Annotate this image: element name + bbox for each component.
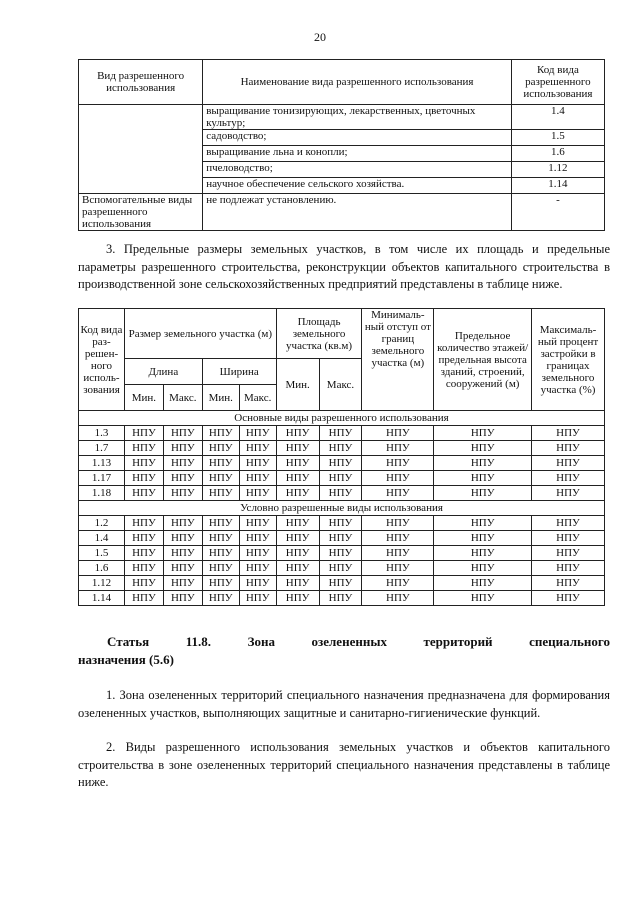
npu-cell: НПУ (239, 576, 276, 591)
npu-cell: НПУ (276, 561, 319, 576)
npu-cell: НПУ (319, 531, 362, 546)
table-row (79, 441, 605, 456)
npu-cell: НПУ (319, 591, 362, 606)
npu-cell: НПУ (276, 426, 319, 441)
npu-cell: НПУ (163, 516, 202, 531)
npu-cell: НПУ (362, 471, 434, 486)
row-code: 1.13 (79, 456, 125, 471)
paragraph-3 (78, 241, 610, 294)
header-width-min: Мин. (202, 385, 239, 411)
paragraph-2-text: 2. Виды разрешенного использования земельных участков и объектов капитального строительства в зоне озелененных территорий специального назначения представлены в таблице ниже. (78, 740, 610, 789)
npu-cell: НПУ (362, 576, 434, 591)
table-row (79, 105, 605, 130)
npu-cell: НПУ (239, 441, 276, 456)
npu-cell: НПУ (319, 426, 362, 441)
npu-cell: НПУ (532, 516, 605, 531)
npu-cell: НПУ (532, 561, 605, 576)
header-use-name: Наименование вида разрешенного использования (203, 60, 512, 105)
npu-cell: НПУ (532, 456, 605, 471)
page-number: 20 (314, 30, 326, 44)
npu-cell: НПУ (276, 516, 319, 531)
npu-cell: НПУ (276, 591, 319, 606)
section-conditional-title: Условно разрешенные виды использования (79, 501, 605, 516)
npu-cell: НПУ (202, 426, 239, 441)
table-row (79, 546, 605, 561)
npu-cell: НПУ (362, 516, 434, 531)
header-code: Код вида раз- решен- ного исполь- зования (79, 309, 125, 411)
npu-cell: НПУ (276, 576, 319, 591)
table-row (79, 531, 605, 546)
npu-cell: НПУ (532, 486, 605, 501)
table-row (79, 576, 605, 591)
npu-cell: НПУ (276, 441, 319, 456)
npu-cell: НПУ (239, 426, 276, 441)
npu-cell: НПУ (202, 591, 239, 606)
row-code: 1.18 (79, 486, 125, 501)
table-row (79, 456, 605, 471)
npu-cell: НПУ (362, 591, 434, 606)
article-word: специального (529, 634, 610, 649)
row-code: 1.12 (79, 576, 125, 591)
npu-cell: НПУ (202, 531, 239, 546)
header-use-kind: Вид разрешенного использования (79, 60, 203, 105)
conditional-uses-body (79, 501, 605, 606)
npu-cell: НПУ (124, 456, 163, 471)
header-max-floors: Предельное количество этажей/ предельная высота зданий, строений, сооружений (м) (434, 309, 532, 411)
npu-cell: НПУ (202, 486, 239, 501)
use-name: садоводство; (203, 130, 512, 146)
npu-cell: НПУ (362, 426, 434, 441)
npu-cell: НПУ (434, 486, 532, 501)
header-max-build: Максималь- ный процент застройки в границах земельного участка (%) (532, 309, 605, 411)
article-heading-line2: назначения (5.6) (78, 652, 174, 667)
npu-cell: НПУ (239, 561, 276, 576)
npu-cell: НПУ (362, 531, 434, 546)
article-heading (78, 633, 610, 669)
npu-cell: НПУ (202, 546, 239, 561)
header-area-max: Макс. (319, 359, 362, 411)
npu-cell: НПУ (319, 471, 362, 486)
npu-cell: НПУ (124, 471, 163, 486)
article-word: озелененных (311, 634, 387, 649)
npu-cell: НПУ (276, 486, 319, 501)
row-code: 1.17 (79, 471, 125, 486)
header-length-max: Макс. (163, 385, 202, 411)
row-code: 1.14 (79, 591, 125, 606)
npu-cell: НПУ (239, 516, 276, 531)
article-word: Зона (247, 634, 275, 649)
table-row (79, 471, 605, 486)
permitted-uses-table (78, 59, 605, 231)
table-row-auxiliary (79, 194, 605, 231)
npu-cell: НПУ (434, 426, 532, 441)
npu-cell: НПУ (163, 531, 202, 546)
npu-cell: НПУ (434, 531, 532, 546)
npu-cell: НПУ (124, 561, 163, 576)
npu-cell: НПУ (124, 441, 163, 456)
npu-cell: НПУ (276, 471, 319, 486)
npu-cell: НПУ (163, 471, 202, 486)
npu-cell: НПУ (239, 486, 276, 501)
npu-cell: НПУ (202, 516, 239, 531)
table-row (79, 591, 605, 606)
npu-cell: НПУ (239, 471, 276, 486)
header-use-code: Код вида разрешенного использования (511, 60, 604, 105)
npu-cell: НПУ (163, 441, 202, 456)
use-name: пчеловодство; (203, 162, 512, 178)
npu-cell: НПУ (532, 441, 605, 456)
row-code: 1.6 (79, 561, 125, 576)
table-row (79, 486, 605, 501)
npu-cell: НПУ (434, 591, 532, 606)
npu-cell: НПУ (319, 576, 362, 591)
npu-cell: НПУ (434, 441, 532, 456)
npu-cell: НПУ (202, 441, 239, 456)
npu-cell: НПУ (202, 561, 239, 576)
npu-cell: НПУ (276, 456, 319, 471)
npu-cell: НПУ (163, 546, 202, 561)
npu-cell: НПУ (124, 516, 163, 531)
header-length: Длина (124, 359, 202, 385)
use-code: 1.12 (511, 162, 604, 178)
header-width: Ширина (202, 359, 276, 385)
aux-name: не подлежат установлению. (203, 194, 512, 231)
npu-cell: НПУ (434, 516, 532, 531)
row-code: 1.5 (79, 546, 125, 561)
table-row (79, 561, 605, 576)
paragraph-3-text: 3. Предельные размеры земельных участков, в том числе их площадь и предельные параметры разрешенного строительства, реконструкции объектов капитального строительства в производственной зоне сельскохозяйственных предприятий представлены в таблице ниже. (78, 242, 610, 291)
row-code: 1.2 (79, 516, 125, 531)
npu-cell: НПУ (124, 486, 163, 501)
npu-cell: НПУ (276, 531, 319, 546)
npu-cell: НПУ (362, 456, 434, 471)
aux-code: - (511, 194, 604, 231)
npu-cell: НПУ (319, 546, 362, 561)
npu-cell: НПУ (319, 456, 362, 471)
table-row (79, 516, 605, 531)
use-code: 1.14 (511, 178, 604, 194)
npu-cell: НПУ (532, 546, 605, 561)
npu-cell: НПУ (532, 576, 605, 591)
npu-cell: НПУ (434, 456, 532, 471)
npu-cell: НПУ (239, 531, 276, 546)
header-size: Размер земельного участка (м) (124, 309, 276, 359)
npu-cell: НПУ (124, 591, 163, 606)
row-code: 1.7 (79, 441, 125, 456)
use-code: 1.6 (511, 146, 604, 162)
npu-cell: НПУ (202, 456, 239, 471)
npu-cell: НПУ (124, 426, 163, 441)
npu-cell: НПУ (532, 471, 605, 486)
use-code: 1.5 (511, 130, 604, 146)
npu-cell: НПУ (362, 561, 434, 576)
main-uses-body (79, 411, 605, 501)
paragraph-2 (78, 739, 610, 792)
article-word: Статья (107, 634, 150, 649)
empty-cell (79, 105, 203, 194)
npu-cell: НПУ (319, 486, 362, 501)
article-word: территорий (423, 634, 493, 649)
npu-cell: НПУ (434, 546, 532, 561)
npu-cell: НПУ (124, 531, 163, 546)
npu-cell: НПУ (202, 471, 239, 486)
npu-cell: НПУ (434, 576, 532, 591)
npu-cell: НПУ (319, 561, 362, 576)
row-code: 1.4 (79, 531, 125, 546)
article-word: 11.8. (185, 634, 212, 649)
npu-cell: НПУ (276, 546, 319, 561)
npu-cell: НПУ (163, 591, 202, 606)
npu-cell: НПУ (319, 516, 362, 531)
article-heading-line1 (107, 633, 610, 651)
npu-cell: НПУ (239, 456, 276, 471)
npu-cell: НПУ (239, 546, 276, 561)
use-name: выращивание льна и конопли; (203, 146, 512, 162)
npu-cell: НПУ (239, 591, 276, 606)
npu-cell: НПУ (362, 441, 434, 456)
header-area: Площадь земельного участка (кв.м) (276, 309, 362, 359)
row-code: 1.3 (79, 426, 125, 441)
npu-cell: НПУ (163, 561, 202, 576)
section-main-title: Основные виды разрешенного использования (79, 411, 605, 426)
npu-cell: НПУ (362, 546, 434, 561)
aux-kind: Вспомогательные виды разрешенного использования (79, 194, 203, 231)
header-area-min: Мин. (276, 359, 319, 411)
header-length-min: Мин. (124, 385, 163, 411)
npu-cell: НПУ (434, 561, 532, 576)
npu-cell: НПУ (202, 576, 239, 591)
use-code: 1.4 (511, 105, 604, 130)
npu-cell: НПУ (163, 426, 202, 441)
npu-cell: НПУ (163, 486, 202, 501)
paragraph-1-text: 1. Зона озелененных территорий специального назначения предназначена для формирования озелененных участков, выполняющих защитные и санитарно-гигиенические функций. (78, 688, 610, 720)
header-width-max: Макс. (239, 385, 276, 411)
npu-cell: НПУ (319, 441, 362, 456)
npu-cell: НПУ (532, 426, 605, 441)
table-row (79, 426, 605, 441)
npu-cell: НПУ (434, 471, 532, 486)
npu-cell: НПУ (124, 546, 163, 561)
use-name: научное обеспечение сельского хозяйства. (203, 178, 512, 194)
use-name: выращивание тонизирующих, лекарственных, цветочных культур; (203, 105, 512, 130)
npu-cell: НПУ (124, 576, 163, 591)
header-min-setback: Минималь- ный отступ от границ земельного участка (м) (362, 309, 434, 411)
npu-cell: НПУ (163, 456, 202, 471)
parameters-table (78, 308, 605, 606)
npu-cell: НПУ (163, 576, 202, 591)
npu-cell: НПУ (532, 531, 605, 546)
paragraph-1 (78, 687, 610, 722)
npu-cell: НПУ (362, 486, 434, 501)
npu-cell: НПУ (532, 591, 605, 606)
